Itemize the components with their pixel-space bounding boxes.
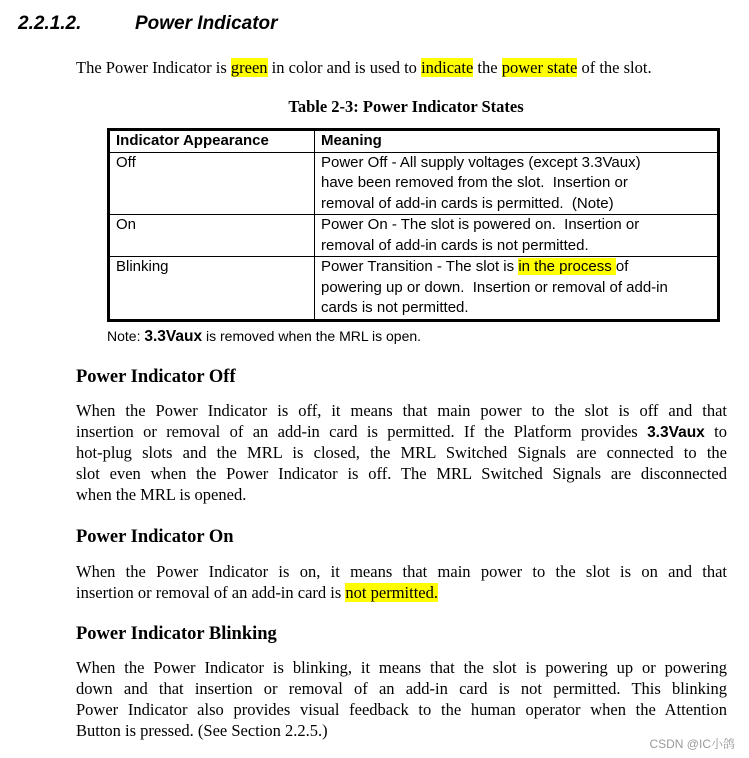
text-run: insertion or removal of an add-in card is permitted. If the Platform provides — [76, 422, 648, 441]
meaning-cell — [315, 257, 719, 321]
text-run: removal of add-in cards is permitted. (Note) — [321, 194, 614, 212]
text-run: Power Indicator also provides visual feedback to the human operator when the Attention — [76, 700, 727, 719]
highlighted-text: green — [230, 58, 268, 77]
text-run: is removed when the MRL is open. — [202, 328, 422, 344]
text-run: Button is pressed. (See Section 2.2.5.) — [76, 721, 328, 740]
text-run: of the slot. — [577, 58, 652, 77]
paragraph-line — [76, 484, 727, 505]
appearance-cell: Blinking — [109, 257, 315, 321]
text-run: Power On - The slot is powered on. Insertion or — [321, 216, 640, 233]
highlighted-text: not permitted. — [345, 583, 438, 602]
column-header: Indicator Appearance — [109, 130, 315, 153]
paragraph-line — [76, 582, 727, 603]
text-run: in color and is used to — [267, 58, 422, 77]
intro-paragraph — [76, 57, 727, 78]
table-note — [107, 328, 421, 346]
text-run: when the MRL is opened. — [76, 485, 247, 504]
text-run: When the Power Indicator is off, it means that main power to the slot is off and that — [76, 401, 727, 420]
text-run: insertion or removal of an add-in card is — [76, 583, 346, 602]
table-row — [109, 215, 719, 257]
watermark: CSDN @IC小鸽 — [649, 737, 735, 751]
bold-text: 3.3Vaux — [144, 328, 203, 345]
cell-line — [321, 215, 711, 236]
text-run: hot-plug slots and the MRL is closed, the MRL Switched Signals are connected to the — [76, 443, 727, 462]
text-run: Power Transition - The slot is — [321, 258, 519, 275]
meaning-cell — [315, 215, 719, 257]
subsection-title: Power Indicator Blinking — [76, 624, 277, 644]
text-run: have been removed from the slot. Insertion or — [321, 174, 628, 191]
paragraph-line — [76, 720, 727, 741]
paragraph-line — [76, 657, 727, 678]
bold-text: 3.3Vaux — [647, 424, 705, 441]
text-run: the — [473, 58, 502, 77]
appearance-cell: On — [109, 215, 315, 257]
highlighted-text: power state — [501, 58, 578, 77]
text-run: powering up or down. Insertion or removal of add-in — [321, 278, 668, 296]
section-title: Power Indicator — [135, 13, 278, 34]
appearance-cell: Off — [109, 152, 315, 215]
text-run: Power Off - All supply voltages (except 3.3Vaux) — [321, 153, 641, 171]
power-indicator-table — [107, 128, 720, 322]
cell-line — [321, 278, 711, 299]
table-caption: Table 2-3: Power Indicator States — [288, 97, 524, 116]
table-row — [109, 257, 719, 321]
column-header: Meaning — [315, 130, 719, 153]
subsection-title: Power Indicator Off — [76, 367, 236, 387]
text-run: Note: — [107, 328, 145, 344]
text-run: When the Power Indicator is blinking, it means that the slot is powering up or powering — [76, 658, 727, 677]
text-run: to — [704, 422, 727, 441]
paragraph-line — [76, 678, 727, 699]
text-run: of — [615, 258, 629, 275]
paragraph-line — [76, 699, 727, 720]
subsection-title: Power Indicator On — [76, 527, 234, 547]
text-run: The Power Indicator is — [76, 58, 231, 77]
text-run: When the Power Indicator is on, it means that main power to the slot is on and that — [76, 562, 727, 581]
paragraph-line — [76, 442, 727, 463]
cell-line — [321, 257, 711, 278]
cell-line — [321, 153, 711, 174]
section-number: 2.2.1.2. — [18, 13, 82, 34]
text-run: slot even when the Power Indicator is off. The MRL Switched Signals are disconnected — [76, 464, 727, 483]
paragraph-line — [76, 421, 727, 443]
paragraph-line — [76, 400, 727, 421]
cell-line — [321, 298, 711, 319]
highlighted-text: indicate — [421, 58, 474, 77]
cell-line — [321, 236, 711, 257]
text-run: removal of add-in cards is not permitted. — [321, 236, 589, 254]
text-run: down and that insertion or removal of an add-in card is not permitted. This blinking — [76, 679, 727, 698]
table-row — [109, 152, 719, 215]
paragraph-line — [76, 463, 727, 484]
text-run: cards is not permitted. — [321, 299, 469, 316]
meaning-cell — [315, 152, 719, 215]
cell-line — [321, 173, 711, 194]
cell-line — [321, 194, 711, 215]
paragraph-line — [76, 561, 727, 582]
highlighted-text: in the process — [518, 258, 616, 275]
table-header-row — [109, 130, 719, 153]
